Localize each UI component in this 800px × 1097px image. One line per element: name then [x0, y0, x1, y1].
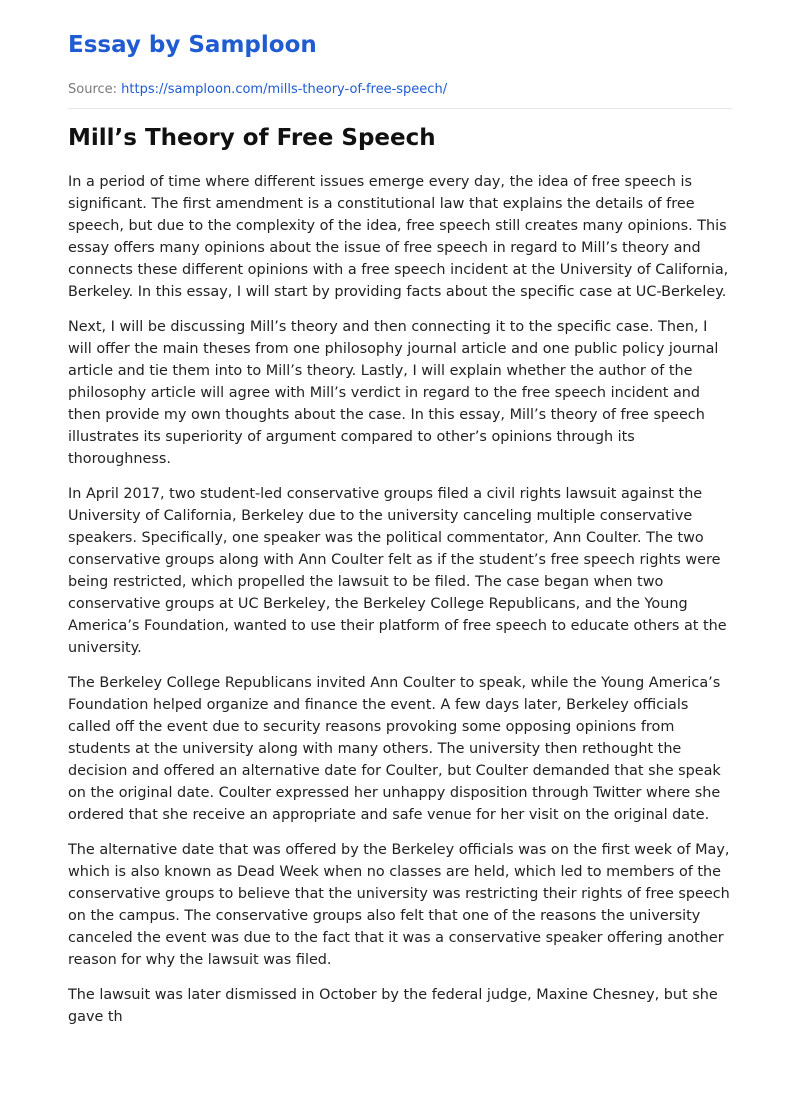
source-line: [68, 81, 732, 98]
paragraph: The lawsuit was later dismissed in October by the federal judge, Maxine Chesney, but she gave th: [68, 987, 718, 1025]
document-page: [68, 0, 732, 1041]
source-link[interactable]: https://samploon.com/mills-theory-of-free-speech/: [121, 82, 448, 97]
paragraph: The Berkeley College Republicans invited Ann Coulter to speak, while the Young America’s Foundation helped organize and finance the event. A few days later, Berkeley officials called off the event due to security reasons provoking some opposing opinions from students at the university along with many others. The university then rethought the decision and offered an alternative date for Coulter, but Coulter demanded that she speak on the original date. Coulter expressed her unhappy disposition through Twitter where she ordered that she receive an appropriate and safe venue for her visit on the original date.: [68, 675, 721, 823]
source-label: Source:: [68, 82, 118, 97]
paragraph: In April 2017, two student-led conservative groups filed a civil rights lawsuit against the University of California, Berkeley due to the university canceling multiple conservative speakers. Specifically, one speaker was the political commentator, Ann Coulter. The two conservative groups along with Ann Coulter felt as if the student’s free speech rights were being restricted, which propelled the lawsuit to be filed. The case began when two conservative groups at UC Berkeley, the Berkeley College Republicans, and the Young America’s Foundation, wanted to use their platform of free speech to educate others at the university.: [68, 486, 727, 656]
paragraph: The alternative date that was offered by the Berkeley officials was on the first week of May, which is also known as Dead Week when no classes are held, which led to members of the conservative groups to believe that the university was restricting their rights of free speech on the campus. The conservative groups also felt that one of the reasons the university canceled the event was due to the fact that it was a conservative speaker offering another reason for why the lawsuit was filed.: [68, 842, 730, 968]
paragraph: Next, I will be discussing Mill’s theory and then connecting it to the specific case. Then, I will offer the main theses from one philosophy journal article and one public policy journal article and tie them into to Mill’s theory. Lastly, I will explain whether the author of the philosophy article will agree with Mill’s verdict in regard to the free speech incident and then provide my own thoughts about the case. In this essay, Mill’s theory of free speech illustrates its superiority of argument compared to other’s opinions through its thoroughness.: [68, 319, 719, 467]
divider: [68, 108, 732, 109]
essay-title: Mill’s Theory of Free Speech: [68, 125, 436, 151]
brand-title[interactable]: Essay by Samploon: [68, 32, 317, 58]
essay-body: [68, 171, 732, 1028]
paragraph: In a period of time where different issues emerge every day, the idea of free speech is significant. The first amendment is a constitutional law that explains the details of free speech, but due to the complexity of the idea, free speech still creates many opinions. This essay offers many opinions about the issue of free speech in regard to Mill’s theory and connects these different opinions with a free speech incident at the University of California, Berkeley. In this essay, I will start by providing facts about the specific case at UC-Berkeley.: [68, 174, 729, 300]
